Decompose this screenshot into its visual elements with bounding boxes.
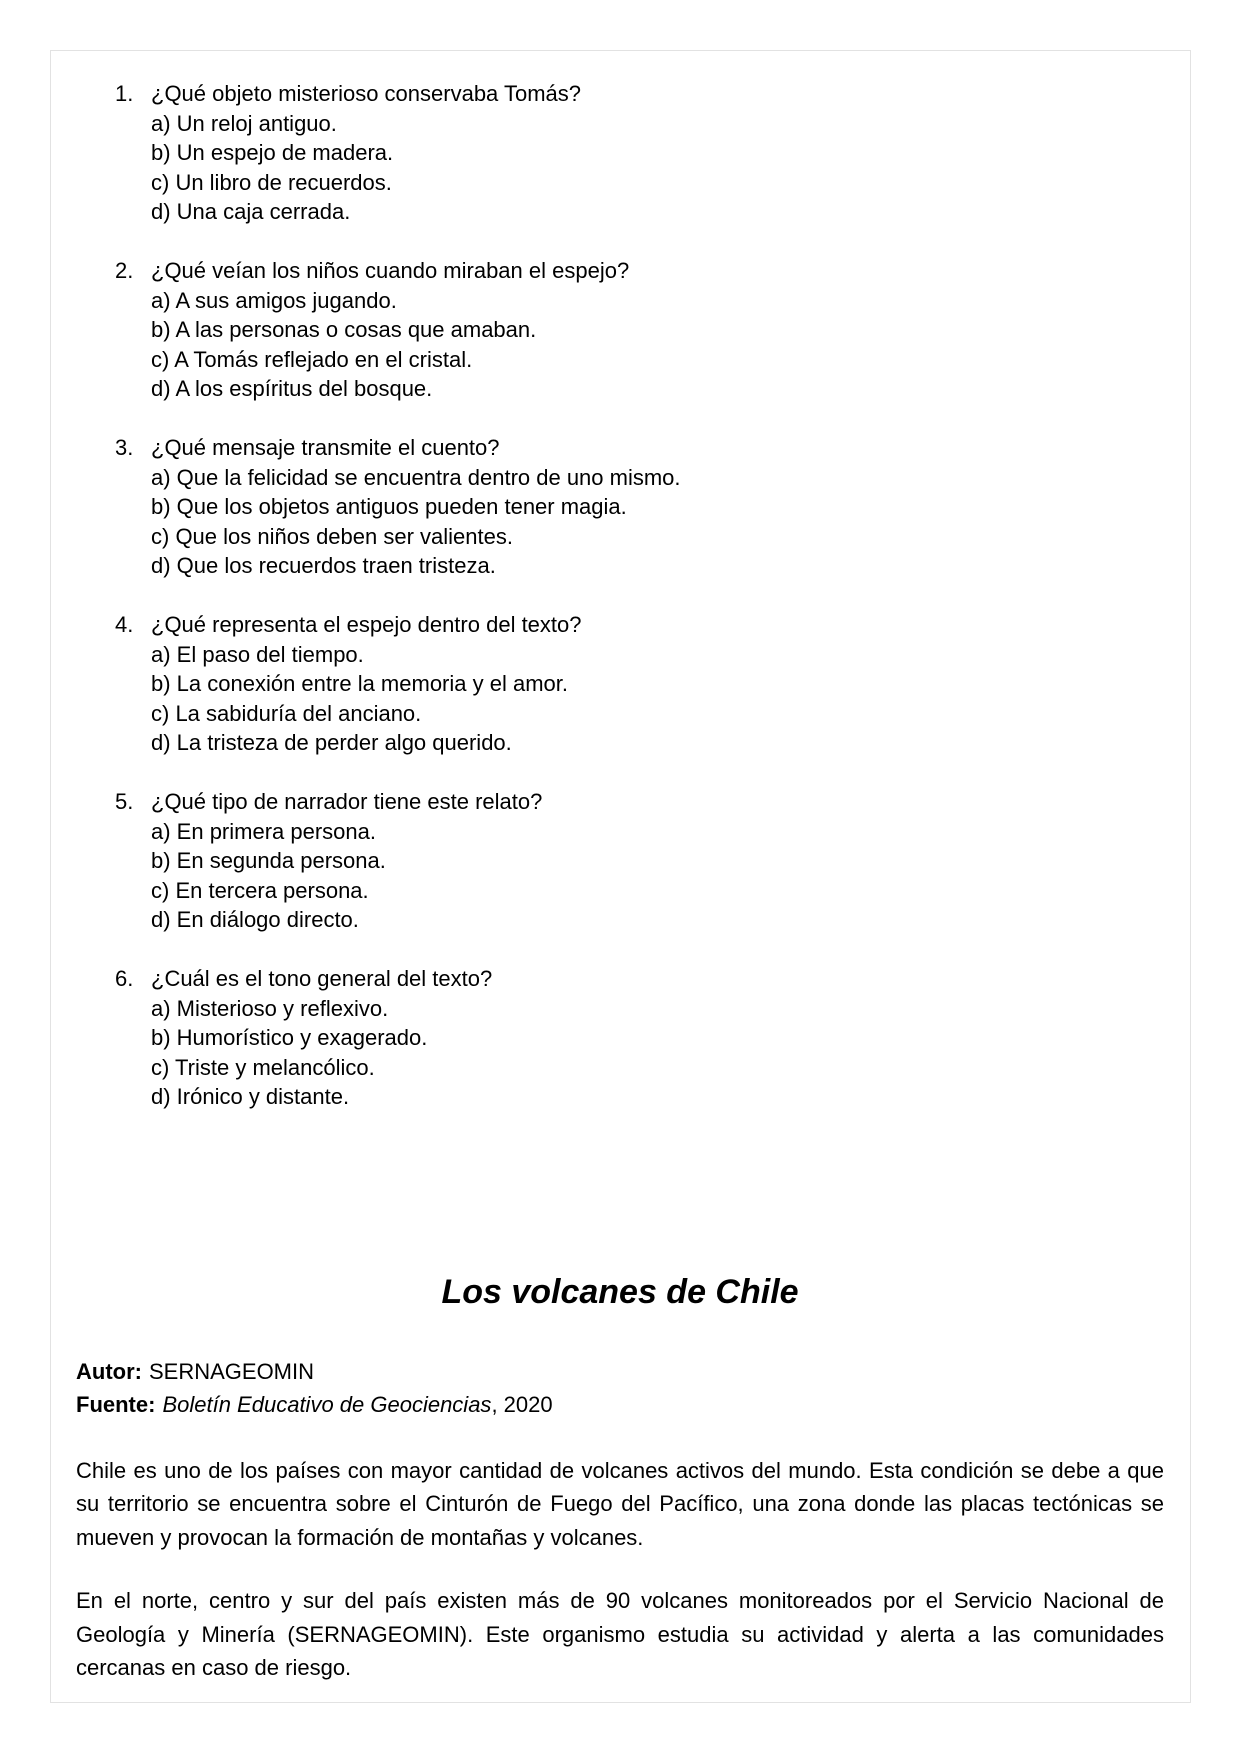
question-block: [76, 256, 1164, 404]
question-block: [76, 610, 1164, 758]
question-row: [76, 433, 1164, 463]
question-row: [76, 610, 1164, 640]
question-number: 6.: [115, 966, 134, 991]
question-option: c) Que los niños deben ser valientes.: [151, 523, 513, 549]
question-option: b) Humorístico y exagerado.: [151, 1025, 428, 1050]
question-text: ¿Qué veían los niños cuando miraban el espejo?: [151, 258, 630, 283]
question-block: [76, 964, 1164, 1112]
question-text: ¿Cuál es el tono general del texto?: [151, 966, 493, 991]
question-number: 3.: [115, 435, 134, 460]
question-option: d) Una caja cerrada.: [151, 199, 351, 224]
question-option: d) En diálogo directo.: [151, 907, 359, 932]
author-label: Autor:: [76, 1358, 142, 1384]
question-option: c) Un libro de recuerdos.: [151, 169, 392, 195]
question-option: c) La sabiduría del anciano.: [151, 700, 422, 726]
page-content: [51, 51, 1190, 1685]
question-block: [76, 787, 1164, 935]
question-option: a) En primera persona.: [151, 818, 376, 844]
source-title: Boletín Educativo de Geociencias: [162, 1392, 492, 1417]
question-block: [76, 433, 1164, 581]
question-number: 5.: [115, 789, 134, 814]
question-list: [76, 79, 1164, 1112]
question-option: d) Irónico y distante.: [151, 1084, 350, 1109]
question-option: a) A sus amigos jugando.: [151, 287, 397, 313]
question-row: [76, 256, 1164, 286]
question-option: c) A Tomás reflejado en el cristal.: [151, 346, 473, 372]
question-block: [76, 79, 1164, 227]
question-option: b) Un espejo de madera.: [151, 140, 394, 165]
question-option: a) Un reloj antiguo.: [151, 110, 337, 136]
source-year: , 2020: [491, 1392, 553, 1417]
question-option: d) A los espíritus del bosque.: [151, 376, 433, 401]
question-option: b) A las personas o cosas que amaban.: [151, 317, 537, 342]
question-option: b) La conexión entre la memoria y el amor.: [151, 671, 568, 696]
question-option: c) En tercera persona.: [151, 877, 369, 903]
article-paragraph: En el norte, centro y sur del país existen más de 90 volcanes monitoreados por el Servicio Nacional de Geología y Minería (SERNAGEOMIN). Este organismo estudia su actividad y alerta a las comunidades cercanas en caso de riesgo.: [76, 1588, 1164, 1680]
document-page: [50, 50, 1191, 1703]
author-value: SERNAGEOMIN: [148, 1358, 315, 1384]
question-number: 1.: [115, 81, 134, 106]
article-meta: [76, 1355, 1164, 1422]
question-number: 2.: [115, 258, 134, 283]
question-number: 4.: [115, 612, 134, 637]
question-option: b) En segunda persona.: [151, 848, 386, 873]
question-option: a) Misterioso y reflexivo.: [151, 995, 389, 1021]
question-option: a) El paso del tiempo.: [151, 641, 364, 667]
question-row: [76, 79, 1164, 109]
question-row: [76, 964, 1164, 994]
question-option: d) La tristeza de perder algo querido.: [151, 730, 512, 755]
question-row: [76, 787, 1164, 817]
question-text: ¿Qué representa el espejo dentro del texto?: [151, 612, 582, 637]
question-text: ¿Qué objeto misterioso conservaba Tomás?: [151, 81, 582, 106]
question-option: a) Que la felicidad se encuentra dentro de uno mismo.: [151, 464, 681, 490]
author-line: [76, 1355, 1164, 1389]
question-option: c) Triste y melancólico.: [151, 1054, 375, 1080]
question-option: b) Que los objetos antiguos pueden tener magia.: [151, 494, 627, 519]
article-title: Los volcanes de Chile: [441, 1272, 799, 1311]
source-line: [76, 1388, 1164, 1422]
question-text: ¿Qué tipo de narrador tiene este relato?: [151, 789, 543, 814]
source-label: Fuente:: [76, 1392, 156, 1417]
article-paragraph: Chile es uno de los países con mayor cantidad de volcanes activos del mundo. Esta condición se debe a que su territorio se encuentra sobre el Cinturón de Fuego del Pacífico, una zona donde las placas tectónicas se mueven y provocan la formación de montañas y volcanes.: [76, 1457, 1164, 1550]
article-paragraphs: [76, 1454, 1164, 1685]
question-option: d) Que los recuerdos traen tristeza.: [151, 553, 496, 578]
question-text: ¿Qué mensaje transmite el cuento?: [151, 435, 500, 460]
